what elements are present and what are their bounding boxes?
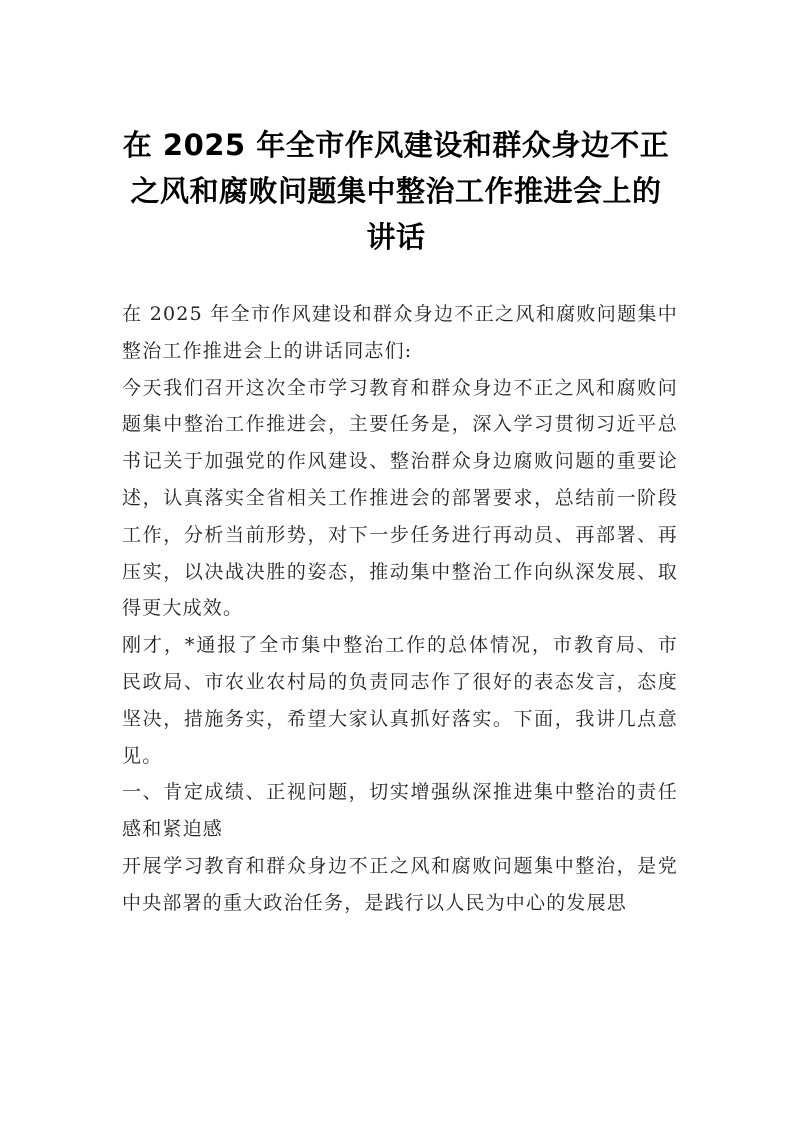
document-title: 在 2025 年全市作风建设和群众身边不正之风和腐败问题集中整治工作推进会上的讲话 — [122, 128, 670, 254]
document-body — [122, 296, 678, 922]
paragraph-intro: 今天我们召开这次全市学习教育和群众身边不正之风和腐败问题集中整治工作推进会，主要任务是，深入学习贯彻习近平总书记关于加强党的作风建设、整治群众身边腐败问题的重要论述，认真落实全省相关工作推进会的部署要求，总结前一阶段工作，分析当前形势，对下一步任务进行再动员、再部署、再压实，以决战决胜的姿态，推动集中整治工作向纵深发展、取得更大成效。 — [122, 376, 678, 620]
paragraph-section-1: 开展学习教育和群众身边不正之风和腐败问题集中整治，是党中央部署的重大政治任务，是践行以人民为中心的发展思 — [122, 854, 678, 914]
section-heading-1: 一、肯定成绩、正视问题，切实增强纵深推进集中整治的责任感和紧迫感 — [122, 781, 678, 841]
paragraph-opening: 在 2025 年全市作风建设和群众身边不正之风和腐败问题集中整治工作推进会上的讲话同志们: — [122, 303, 678, 362]
paragraph-remarks: 刚才，*通报了全市集中整治工作的总体情况，市教育局、市民政局、市农业农村局的负责同志作了很好的表态发言，态度坚决，措施务实，希望大家认真抓好落实。下面，我讲几点意见。 — [122, 634, 678, 767]
